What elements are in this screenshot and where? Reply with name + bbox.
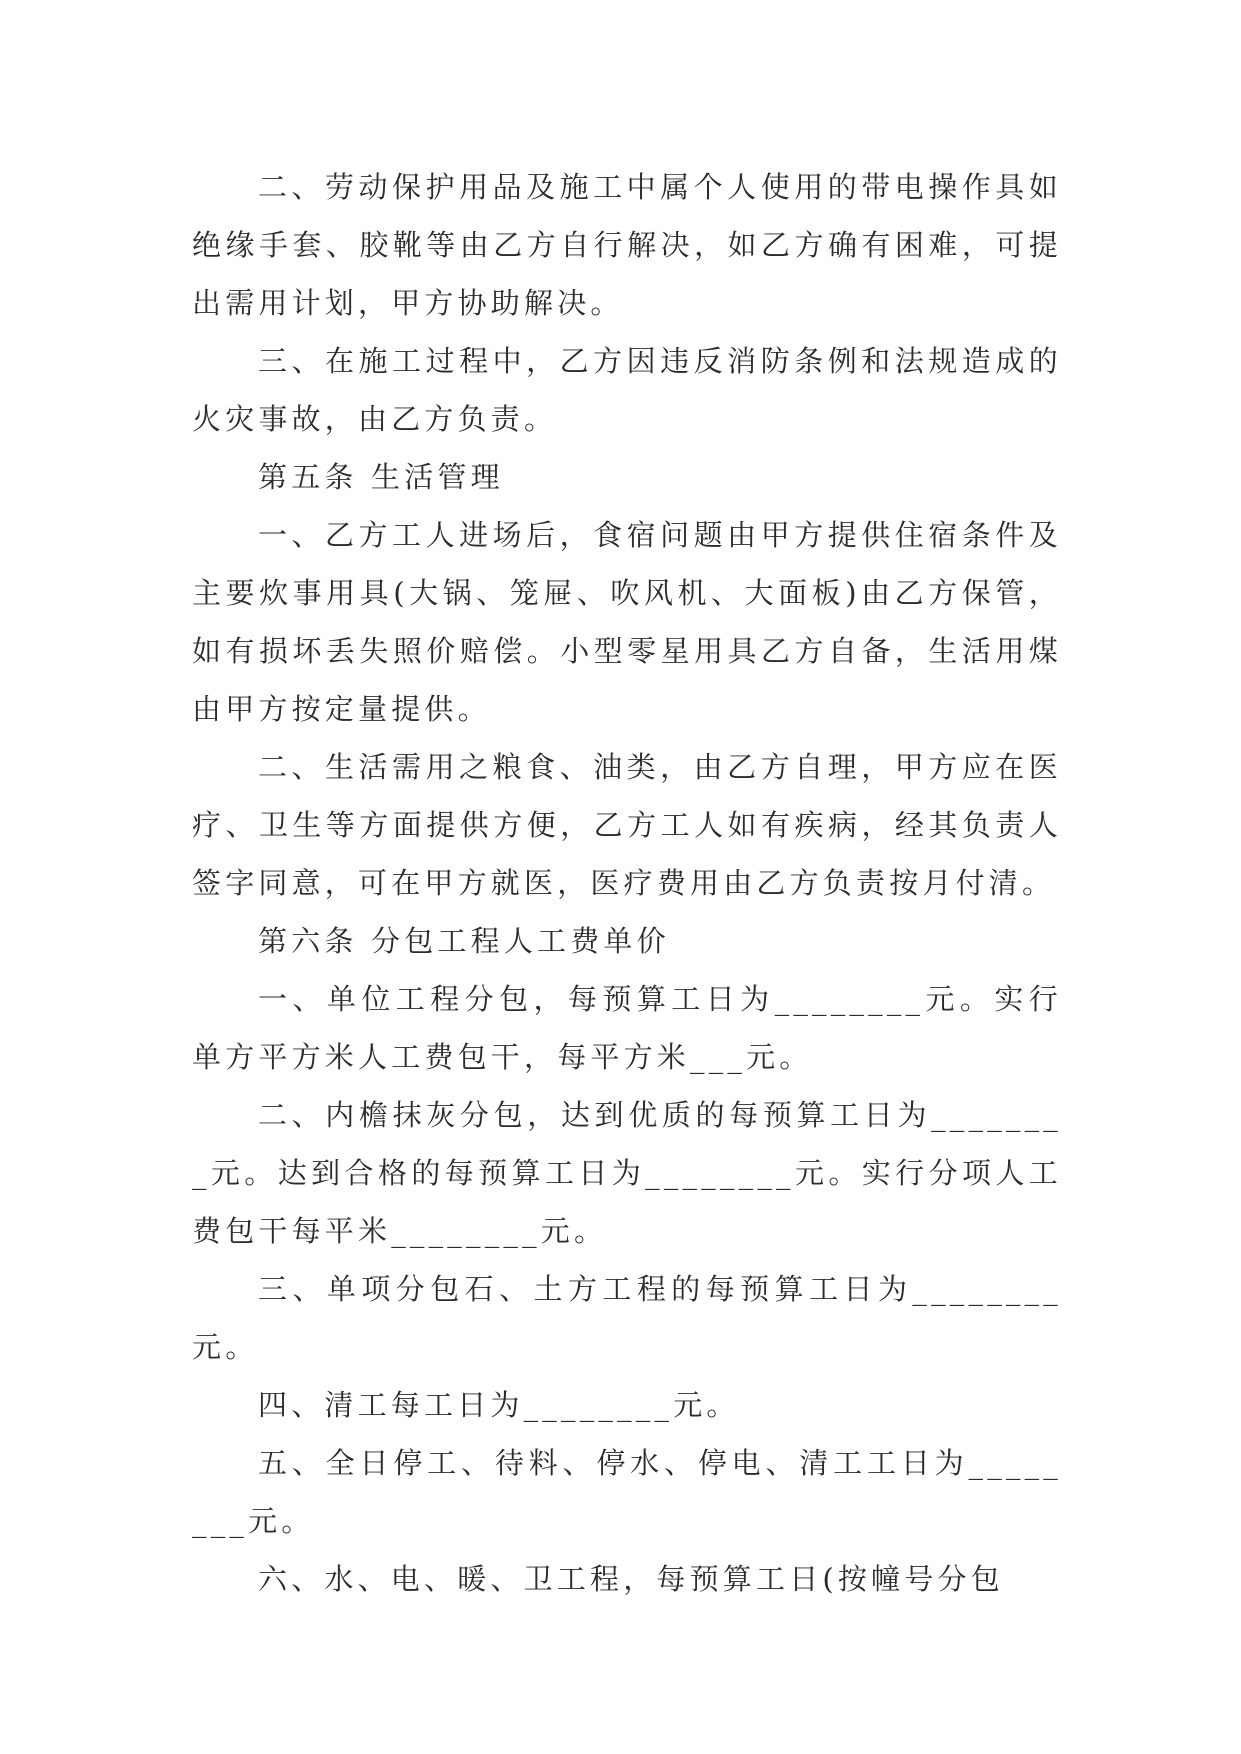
document-body bbox=[192, 158, 1062, 1608]
paragraph-cleaning-rate: 四、清工每工日为________元。 bbox=[258, 1388, 740, 1422]
paragraph-plastering-rate: 二、内檐抹灰分包，达到优质的每预算工日为________元。达到合格的每预算工日为________元。实行分项人工费包干每平米________元。 bbox=[192, 1098, 1062, 1248]
section-heading-article-5: 第五条 生活管理 bbox=[258, 460, 504, 494]
paragraph-protective-equipment: 二、劳动保护用品及施工中属个人使用的带电操作具如绝缘手套、胶靴等由乙方自行解决，如乙方确有困难，可提出需用计划，甲方协助解决。 bbox=[192, 170, 1062, 320]
section-heading-article-6: 第六条 分包工程人工费单价 bbox=[258, 924, 670, 958]
paragraph-earthwork-rate: 三、单项分包石、土方工程的每预算工日为________元。 bbox=[192, 1272, 1062, 1364]
paragraph-unit-project-rate: 一、单位工程分包，每预算工日为________元。实行单方平方米人工费包干，每平方米___元。 bbox=[192, 982, 1062, 1074]
paragraph-stoppage-rate: 五、全日停工、待料、停水、停电、清工工日为________元。 bbox=[192, 1446, 1062, 1538]
paragraph-food-medical: 二、生活需用之粮食、油类，由乙方自理，甲方应在医疗、卫生等方面提供方便，乙方工人如有疾病，经其负责人签字同意，可在甲方就医，医疗费用由乙方负责按月付清。 bbox=[192, 750, 1062, 900]
paragraph-accommodation: 一、乙方工人进场后，食宿问题由甲方提供住宿条件及主要炊事用具(大锅、笼屉、吹风机、大面板)由乙方保管，如有损坏丢失照价赔偿。小型零星用具乙方自备，生活用煤由甲方按定量提供。 bbox=[192, 518, 1062, 726]
paragraph-utilities-rate: 六、水、电、暖、卫工程，每预算工日(按幢号分包 bbox=[258, 1562, 1004, 1596]
paragraph-fire-liability: 三、在施工过程中，乙方因违反消防条例和法规造成的火灾事故，由乙方负责。 bbox=[192, 344, 1062, 436]
